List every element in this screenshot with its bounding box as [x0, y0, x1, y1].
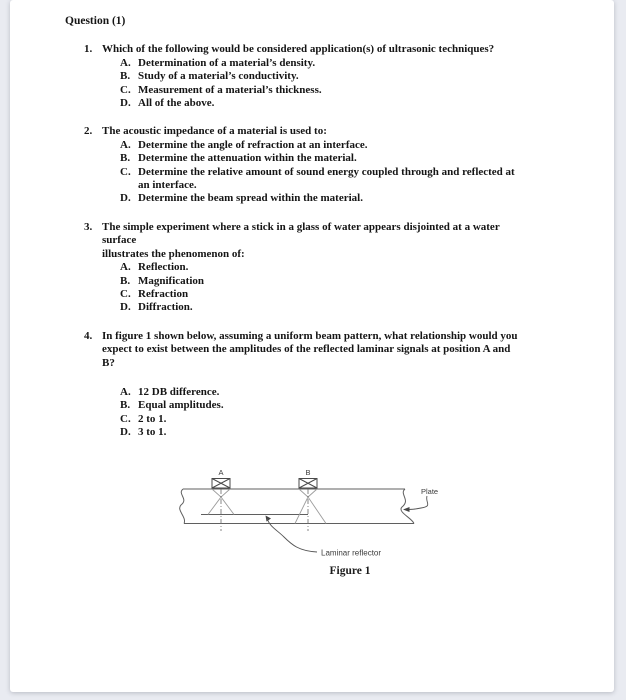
transducer-a-beam-left: [208, 489, 221, 515]
option-letter: D.: [120, 97, 131, 110]
option-row: [120, 166, 574, 193]
option-text: Refraction: [138, 287, 189, 300]
option-row: [120, 288, 574, 301]
option-text: Determine the attenuation within the material.: [138, 152, 357, 165]
question-2: [84, 125, 574, 205]
plate-arrowhead: [403, 507, 410, 512]
question-1: [84, 43, 574, 110]
option-letter: A.: [120, 56, 131, 69]
option-text: Equal amplitudes.: [138, 399, 224, 412]
question-3: [84, 221, 574, 315]
question-2-options: [120, 139, 574, 206]
option-letter: D.: [120, 192, 131, 205]
option-row: [120, 399, 574, 412]
option-row: [120, 386, 574, 399]
option-text: Determine the relative amount of sound energy coupled through and reflected at an interface.: [138, 165, 515, 192]
option-text: Measurement of a material’s thickness.: [138, 83, 322, 96]
transducer-b-beam-right: [308, 489, 326, 524]
question-text: The acoustic impedance of a material is used to:: [102, 125, 327, 138]
transducer-b-label: B: [305, 468, 311, 477]
plate-leader-line: [408, 496, 428, 510]
plate-right-break-edge: [401, 489, 414, 524]
question-text: The simple experiment where a stick in a glass of water appears disjointed at a water surface illustrates the phenomenon of:: [102, 220, 500, 260]
plate-left-break-edge: [180, 489, 185, 524]
option-letter: D.: [120, 426, 131, 439]
option-letter: C.: [120, 83, 131, 96]
option-text: Diffraction.: [138, 301, 193, 314]
option-row: [120, 413, 574, 426]
option-row: [120, 301, 574, 314]
question-number: 2.: [84, 125, 93, 138]
option-text: All of the above.: [138, 97, 215, 110]
option-text: Determination of a material’s density.: [138, 56, 316, 69]
option-text: Magnification: [138, 274, 204, 287]
option-letter: B.: [120, 70, 131, 83]
question-number: 1.: [84, 43, 93, 56]
figure-1-diagram: [175, 462, 455, 580]
option-letter: C.: [120, 412, 131, 425]
option-letter: A.: [120, 385, 131, 398]
option-text: 12 DB difference.: [138, 385, 220, 398]
option-text: 3 to 1.: [138, 426, 167, 439]
option-text: Determine the angle of refraction at an interface.: [138, 138, 368, 151]
transducer-a-label: A: [218, 468, 224, 477]
transducer-a-beam-right: [221, 489, 234, 515]
question-text: In figure 1 shown below, assuming a uniform beam pattern, what relationship would you expect to exist between the amplitudes of the reflected laminar signals at position A and B?: [102, 329, 518, 369]
transducer-b-beam-left: [295, 489, 308, 524]
question-4: [84, 330, 574, 440]
option-row: [120, 261, 574, 274]
option-row: [120, 192, 574, 205]
option-letter: A.: [120, 261, 131, 274]
document-page: [10, 0, 614, 692]
option-row: [120, 57, 574, 70]
option-row: [120, 97, 574, 110]
option-row: [120, 84, 574, 97]
option-letter: D.: [120, 301, 131, 314]
option-row: [120, 152, 574, 165]
page-title: Question (1): [65, 15, 126, 27]
option-letter: B.: [120, 274, 131, 287]
option-text: 2 to 1.: [138, 412, 167, 425]
option-row: [120, 70, 574, 83]
question-3-options: [120, 261, 574, 315]
option-row: [120, 426, 574, 439]
option-letter: C.: [120, 287, 131, 300]
option-text: Study of a material’s conductivity.: [138, 70, 299, 83]
reflector-label: Laminar reflector: [321, 548, 382, 558]
option-text: Determine the beam spread within the material.: [138, 192, 363, 205]
option-letter: A.: [120, 138, 131, 151]
question-text: Which of the following would be considered application(s) of ultrasonic techniques?: [102, 43, 495, 56]
question-4-options: [120, 386, 574, 440]
option-letter: B.: [120, 152, 131, 165]
option-letter: C.: [120, 165, 131, 178]
question-number: 3.: [84, 220, 93, 233]
question-number: 4.: [84, 329, 93, 342]
option-row: [120, 275, 574, 288]
option-text: Reflection.: [138, 261, 189, 274]
option-letter: B.: [120, 399, 131, 412]
figure-caption: Figure 1: [329, 565, 371, 577]
plate-label: Plate: [421, 487, 439, 496]
option-row: [120, 139, 574, 152]
question-1-options: [120, 57, 574, 111]
figure-1: [175, 462, 455, 580]
